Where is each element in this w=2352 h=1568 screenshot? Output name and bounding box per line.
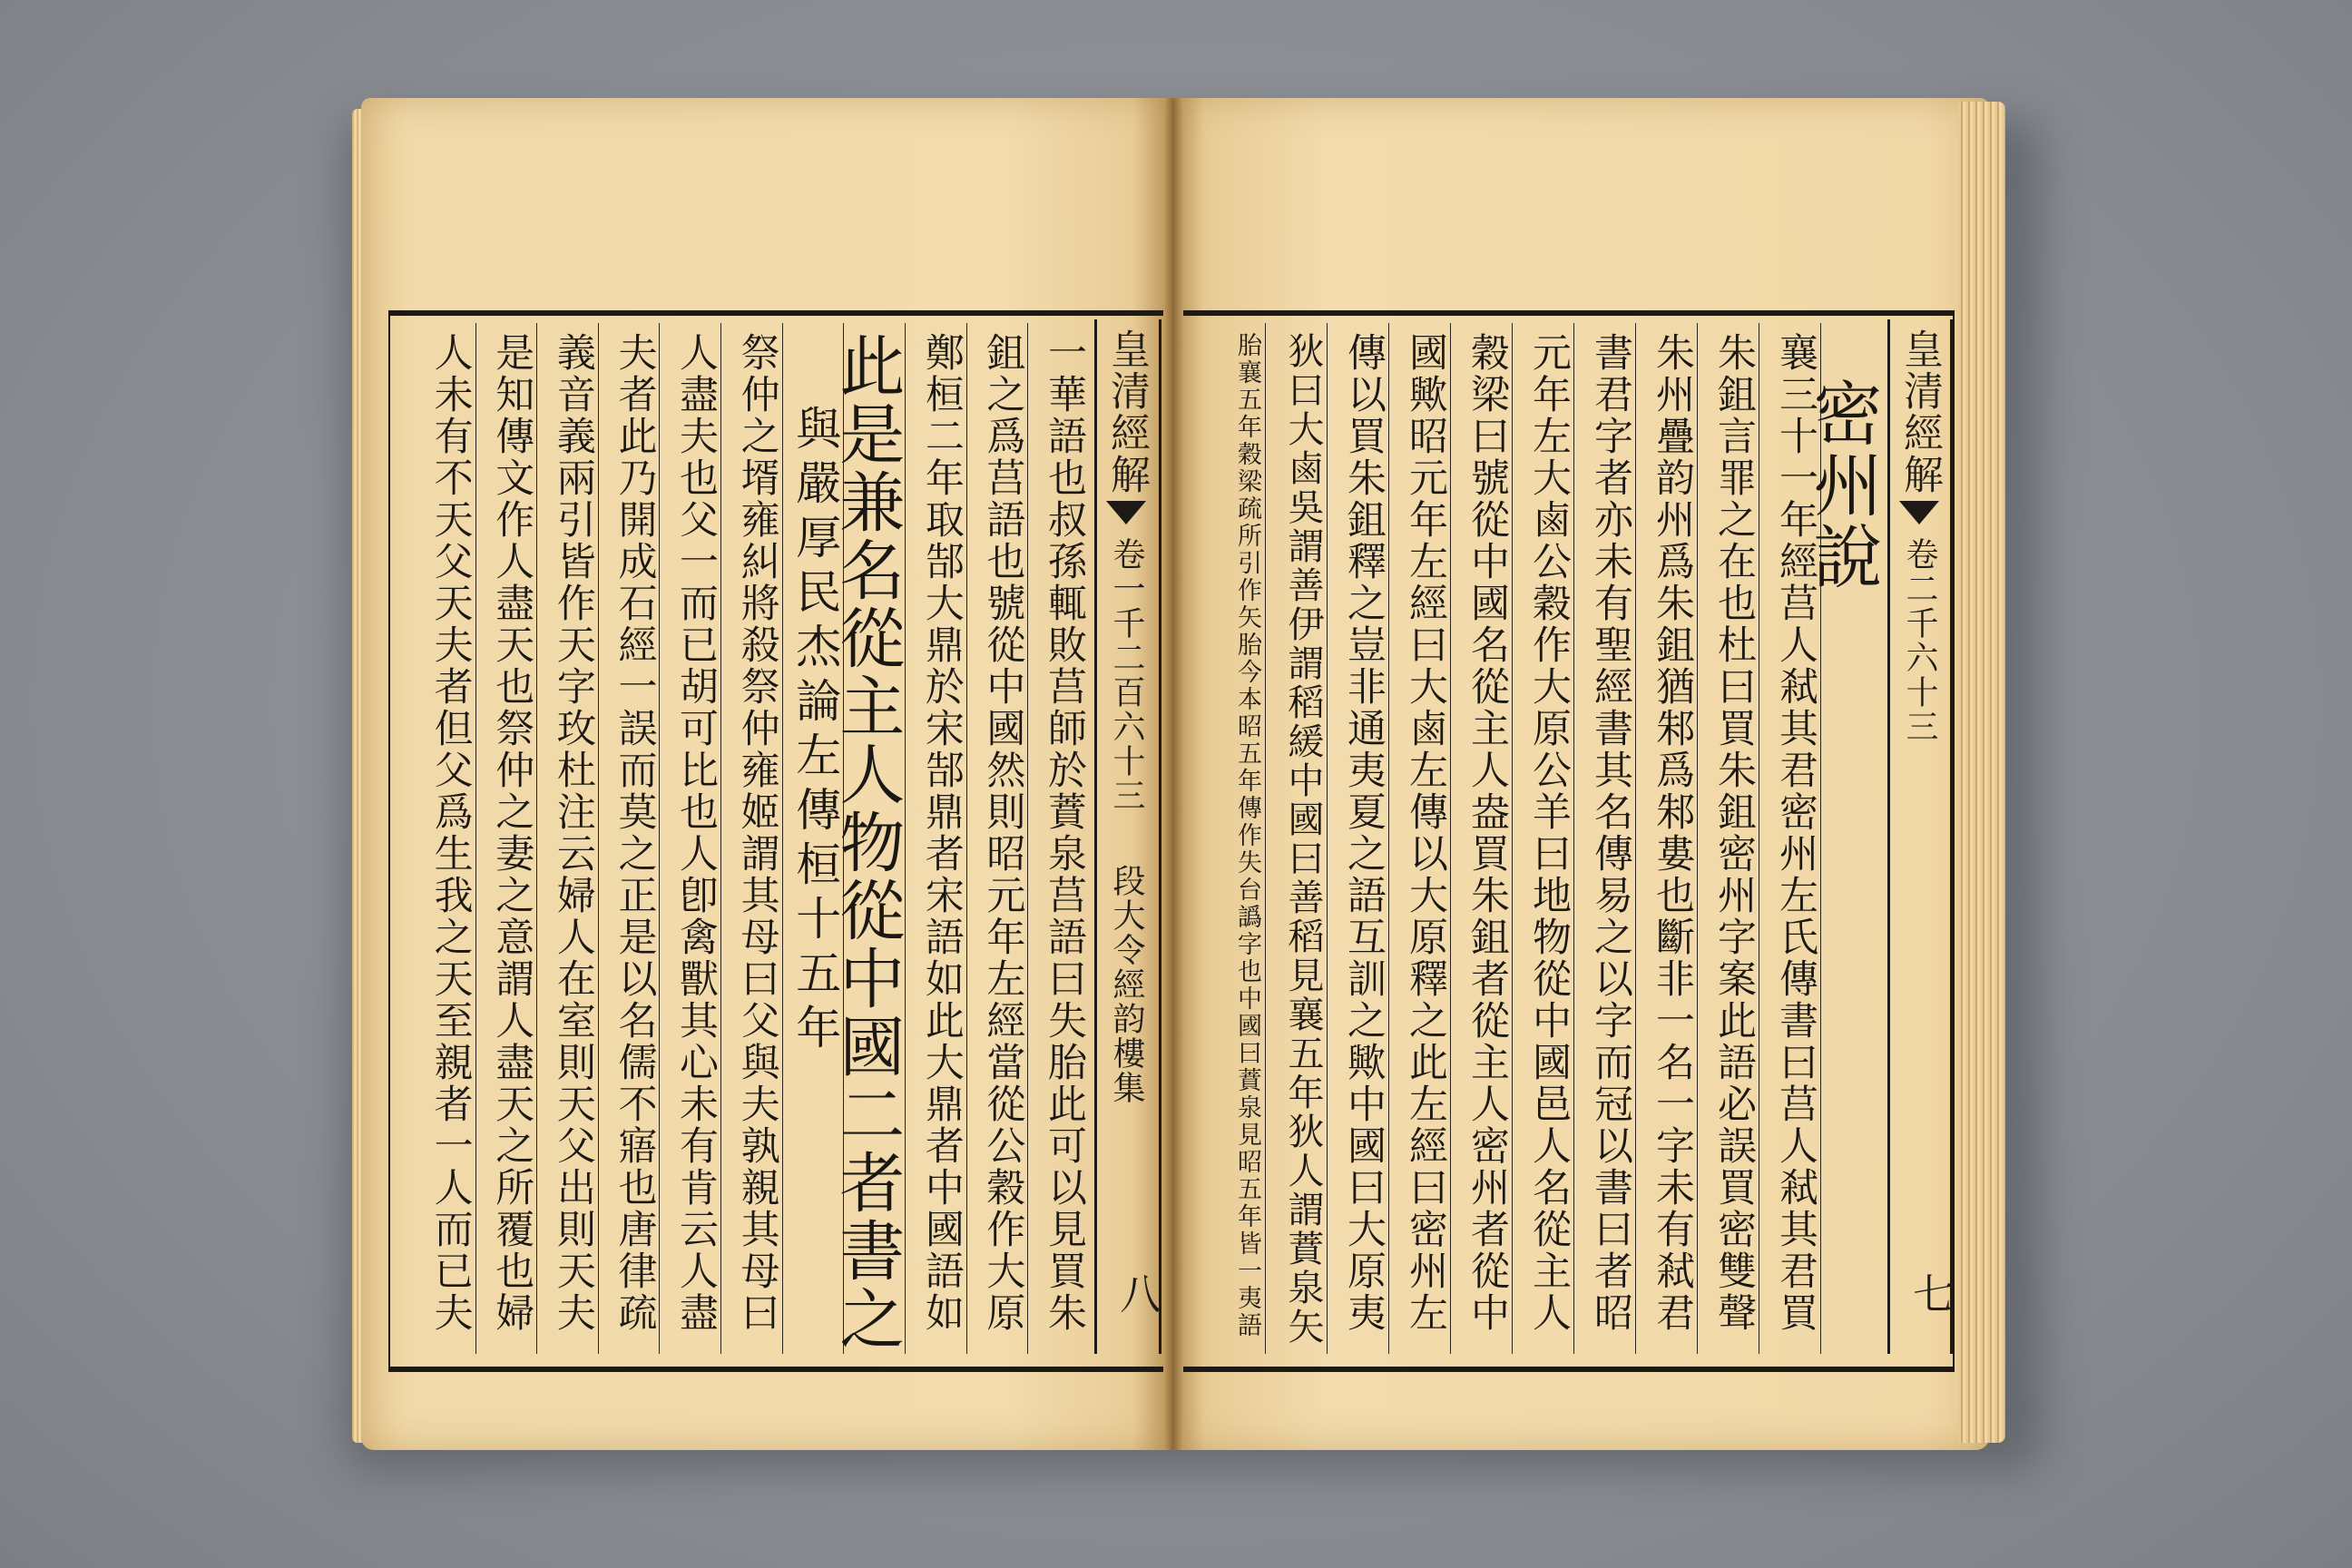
left-column-10: 是知傳文作人盡天也祭仲之妻之意謂人盡天之所覆也婦 <box>475 323 537 1354</box>
left-margin-column <box>1094 319 1161 1354</box>
left-column-7: 人盡夫也父一而已胡可比也人卽禽獸其心未有肯云人盡 <box>659 323 720 1354</box>
left-column-5-heading: 與嚴厚民杰論左傳桓十五年 <box>782 323 844 1354</box>
left-page-number: 八 <box>1113 1272 1162 1314</box>
left-column-2: 鉏之爲莒語也號從中國然則昭元年左經當從公穀作大原 <box>966 323 1028 1354</box>
right-margin-title: 皇清經解 <box>1896 328 1943 495</box>
right-page-number: 七 <box>1906 1272 1955 1314</box>
right-text-columns <box>1191 323 1882 1354</box>
right-margin-volume: 卷二千六十三 <box>1901 537 1938 744</box>
right-column-5: 書君字者亦未有聖經書其名傳易之以字而冠以書曰者昭 <box>1573 323 1635 1354</box>
left-margin-note: 段大令經韵樓集 <box>1108 864 1145 1105</box>
left-column-4: 此是兼名從主人物從中國二者書之 <box>843 323 905 1354</box>
left-column-11: 人未有不天父天夫者但父爲生我之天至親者一人而已夫 <box>427 332 474 1334</box>
right-page-edges <box>1958 102 2005 1443</box>
right-column-10: 狄曰大鹵吳謂善伊謂稻緩中國曰善稻見襄五年狄人謂蕡泉矢 <box>1265 323 1327 1354</box>
left-text-columns <box>414 323 1089 1354</box>
left-column-3: 鄭桓二年取郜大鼎於宋郜鼎者宋語如此大鼎者中國語如 <box>905 323 966 1354</box>
left-column-9: 義音義兩引皆作天字玫杜注云婦人在室則天父出則天夫 <box>536 323 598 1354</box>
right-margin-column <box>1887 319 1953 1354</box>
right-column-6: 元年左大鹵公穀作大原公羊曰地物從中國邑人名從主人 <box>1512 323 1573 1354</box>
right-column-8: 國歟昭元年左經曰大鹵左傳以大原釋之此左經曰密州左 <box>1388 323 1450 1354</box>
left-margin-title: 皇清經解 <box>1103 328 1150 495</box>
right-column-9: 傳以買朱鉏釋之豈非通夷夏之語互訓之歟中國曰大原夷 <box>1327 323 1388 1354</box>
left-margin-volume: 卷一千二百六十三 <box>1108 537 1145 813</box>
left-column-8: 夫者此乃開成石經一誤而莫之正是以名儒不寤也唐律疏 <box>598 323 660 1354</box>
right-column-3: 朱鉏言罪之在也杜曰買朱鉏密州字案此語必誤買密雙聲 <box>1697 323 1759 1354</box>
book-gutter <box>1163 98 1183 1450</box>
right-column-2: 襄三十一年經莒人弒其君密州左氏傳書曰莒人弒其君買 <box>1759 323 1820 1354</box>
fishtail-icon <box>1899 501 1939 524</box>
right-column-11: 胎襄五年穀梁疏所引作矢胎今本昭五年傳作失台譌字也中國曰蕡泉見昭五年皆一夷語 <box>1233 332 1261 1339</box>
right-column-1-title: 密州說 <box>1820 323 1882 1354</box>
right-column-7: 穀梁曰號從中國名從主人盎買朱鉏者從主人密州者從中 <box>1450 323 1512 1354</box>
fishtail-icon <box>1106 501 1146 524</box>
right-column-4: 朱州疊韵州爲朱鉏猶邾爲邾婁也斷非一名一字未有弒君 <box>1635 323 1697 1354</box>
left-column-6: 祭仲之壻雍糾將殺祭仲雍姬謂其母曰父與夫孰親其母曰 <box>720 323 782 1354</box>
left-column-1: 一華語也叔孫輒敗莒師於蕡泉莒語曰失胎此可以見買朱 <box>1027 323 1089 1354</box>
